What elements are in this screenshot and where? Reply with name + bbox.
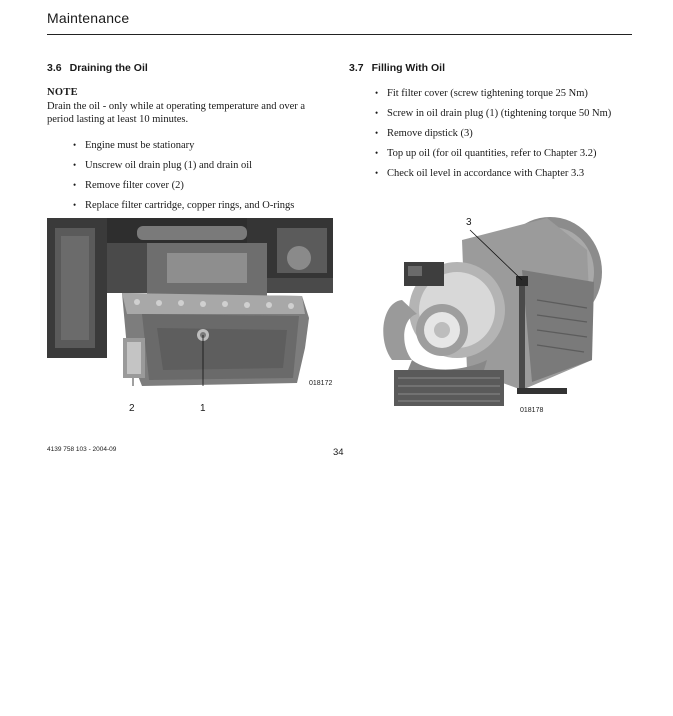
list-item: • Unscrew oil drain plug (1) and drain oil <box>73 159 335 172</box>
section-number: 3.7 <box>349 62 364 74</box>
callout-filter-cover: 2 <box>129 403 135 414</box>
list-item: • Screw in oil drain plug (1) (tightening torque 50 Nm) <box>375 107 635 120</box>
draining-steps-list <box>73 139 335 219</box>
figure-code: 018172 <box>309 380 333 386</box>
page-header-title: Maintenance <box>47 10 130 26</box>
figure-code: 018178 <box>520 407 544 414</box>
callout-drain-plug: 1 <box>200 403 206 414</box>
page-number: 34 <box>333 447 344 458</box>
list-item: • Fit filter cover (screw tightening torque 25 Nm) <box>375 87 635 100</box>
section-number: 3.6 <box>47 62 62 74</box>
section-title: Filling With Oil <box>371 62 446 74</box>
draining-figure <box>47 218 333 386</box>
section-title: Draining the Oil <box>69 62 148 74</box>
filling-steps-list <box>375 87 635 187</box>
list-item: • Remove dipstick (3) <box>375 127 635 140</box>
note-label: NOTE <box>47 87 78 98</box>
note-text: Drain the oil - only while at operating temperature and over a period lasting at least 10 minutes. <box>47 101 306 125</box>
list-item: • Engine must be stationary <box>73 139 335 152</box>
oil-pan-photo <box>47 218 333 386</box>
header-divider <box>47 34 632 35</box>
callout-dipstick: 3 <box>466 217 472 228</box>
list-item: • Replace filter cartridge, copper rings, and O-rings <box>73 199 335 212</box>
transmission-photo <box>372 210 612 415</box>
filling-figure <box>372 210 612 415</box>
section-3-6-heading <box>47 62 148 74</box>
document-number: 4139 758 103 - 2004-09 <box>47 446 117 453</box>
list-item: • Check oil level in accordance with Chapter 3.3 <box>375 167 635 180</box>
list-item: • Top up oil (for oil quantities, refer to Chapter 3.2) <box>375 147 635 160</box>
section-3-7-heading <box>349 62 445 74</box>
list-item: • Remove filter cover (2) <box>73 179 335 192</box>
